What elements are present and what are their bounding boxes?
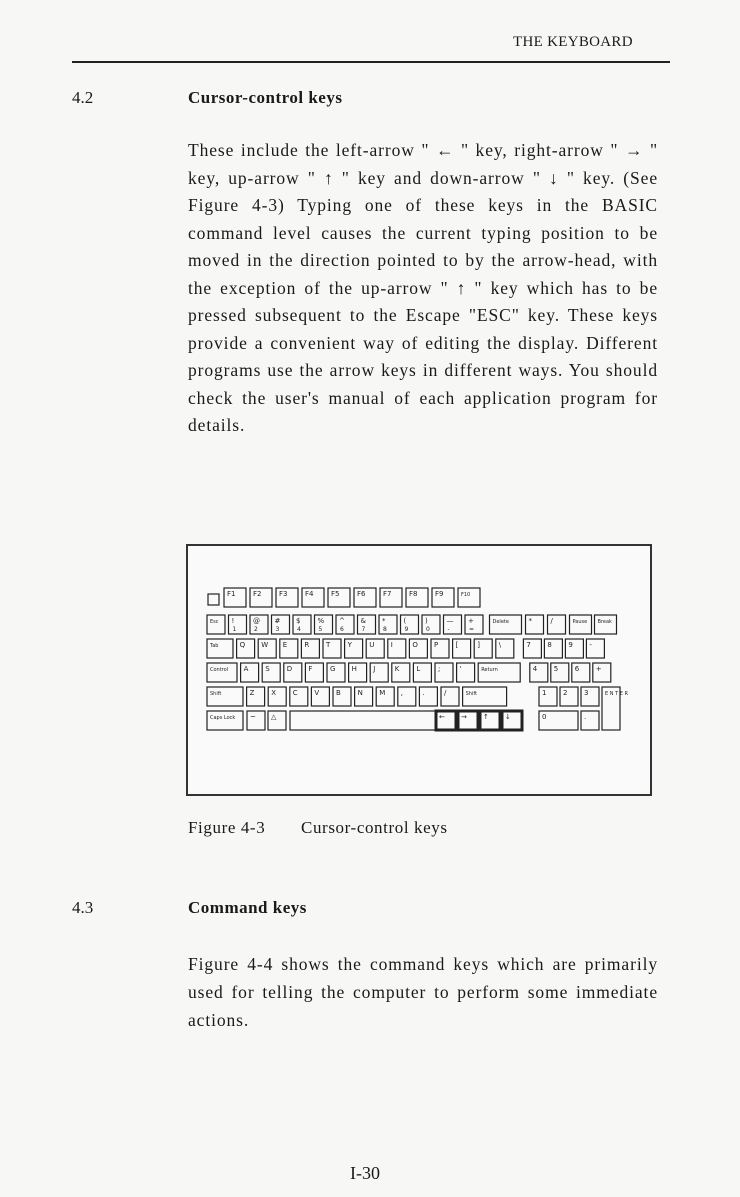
key-label: E	[282, 641, 288, 649]
key-label: '	[459, 665, 462, 673]
keyboard-key	[474, 639, 492, 658]
key-label: △	[271, 713, 277, 721]
keypad-key	[544, 639, 562, 658]
keyboard-diagram	[188, 546, 650, 794]
keyboard-key	[422, 615, 440, 634]
keypad-key	[523, 639, 541, 658]
key-label: →	[461, 713, 467, 721]
arrow-key-2	[480, 711, 500, 730]
key-label: F10	[461, 592, 471, 598]
keypad-key	[551, 663, 569, 682]
key-label: /	[550, 617, 553, 625]
section-number: 4.2	[72, 88, 94, 107]
function-key	[276, 588, 298, 607]
key-label: -	[447, 626, 450, 633]
keyboard-key	[457, 663, 475, 682]
key-label: 4	[297, 626, 301, 633]
key-label: 6	[340, 626, 344, 633]
key-label: I	[390, 641, 393, 649]
key-label: 3	[275, 626, 280, 633]
key-label: Z	[249, 689, 255, 697]
keyboard-key	[355, 687, 373, 706]
keyboard-key	[366, 639, 384, 658]
key-label: 7	[361, 626, 366, 633]
keyboard-key	[207, 615, 225, 634]
key-label: Delete	[492, 619, 509, 625]
keyboard-key	[250, 615, 268, 634]
key-label: .	[422, 689, 425, 697]
caps-lock-key	[207, 711, 243, 730]
key-label: C	[292, 689, 298, 697]
key-label: Break	[597, 619, 612, 625]
key-label: Caps Lock	[210, 715, 236, 721]
key-label: ;	[438, 665, 441, 673]
key-label: ,	[400, 689, 404, 697]
return-key	[478, 663, 520, 682]
keypad-key	[581, 711, 599, 730]
key-label: *	[382, 617, 386, 625]
keyboard-key	[315, 615, 333, 634]
key-label: B	[336, 689, 341, 697]
key-label: Esc	[210, 619, 219, 625]
keypad-key	[572, 663, 590, 682]
key-label: ↓	[505, 713, 511, 721]
key-label: *	[528, 617, 532, 625]
pause-key	[570, 615, 592, 634]
keypad-key	[539, 687, 557, 706]
key-label: 9	[404, 626, 409, 633]
key-label: )	[425, 617, 428, 625]
keyboard-key	[207, 663, 237, 682]
keyboard-key	[268, 711, 286, 730]
key-label: #	[274, 617, 281, 625]
keyboard-key	[409, 639, 427, 658]
enter-key	[602, 687, 628, 730]
key-label: —	[446, 617, 454, 625]
keyboard-key	[327, 663, 345, 682]
key-label: 1	[542, 689, 547, 697]
key-label: 2	[563, 689, 568, 697]
keyboard-key	[336, 615, 354, 634]
key-label: P	[434, 641, 439, 649]
key-label: A	[243, 665, 249, 673]
key-label: L	[416, 665, 421, 673]
keyboard-key	[376, 687, 394, 706]
keyboard-key	[349, 663, 367, 682]
key-label: 8	[383, 626, 387, 633]
keyboard-key	[241, 663, 259, 682]
key-label: [	[455, 641, 459, 649]
key-label: Control	[210, 667, 229, 673]
key-label: &	[360, 617, 366, 625]
keyboard-key	[441, 687, 459, 706]
key-label: =	[469, 626, 475, 633]
key-label: F	[308, 665, 313, 673]
keyboard-key	[262, 663, 280, 682]
arrow-key-1	[458, 711, 478, 730]
keypad-key	[548, 615, 566, 634]
key-label: Y	[347, 641, 352, 649]
keyboard-key	[323, 639, 341, 658]
function-key	[328, 588, 350, 607]
keyboard-key	[301, 639, 319, 658]
key-label: U	[369, 641, 375, 649]
key-label: $	[296, 617, 301, 625]
key-label: 6	[574, 665, 580, 673]
keyboard-key	[345, 639, 363, 658]
function-key	[406, 588, 428, 607]
key-label: V	[314, 689, 320, 697]
keypad-key	[586, 639, 604, 658]
space-bar	[290, 711, 446, 730]
keyboard-key	[333, 687, 351, 706]
key-label: E N T E R	[605, 691, 628, 697]
key-label: +	[468, 617, 474, 625]
key-label: R	[304, 641, 310, 649]
key-label: %	[317, 617, 325, 625]
keyboard-key	[229, 615, 247, 634]
figure-caption-text: Cursor-control keys	[301, 818, 448, 837]
keypad-key	[539, 711, 578, 730]
keypad-key	[593, 663, 611, 682]
page-number: I-30	[350, 1163, 380, 1183]
keyboard-key	[293, 615, 311, 634]
shift-key	[463, 687, 507, 706]
keyboard-key	[268, 687, 286, 706]
section-number: 4.3	[72, 898, 94, 917]
key-label: 9	[568, 641, 573, 649]
key-label: ]	[477, 641, 480, 649]
key-label: 1	[232, 626, 237, 633]
key-label: 5	[318, 626, 323, 633]
keypad-key	[565, 639, 583, 658]
keyboard-key	[401, 615, 419, 634]
keypad-key	[530, 663, 548, 682]
key-label: 5	[553, 665, 559, 673]
key-label: X	[271, 689, 276, 697]
key-label: Tab	[210, 643, 219, 649]
keyboard-key	[311, 687, 329, 706]
key-label: 0	[426, 626, 430, 633]
keyboard-key	[258, 639, 276, 658]
key-label: G	[330, 665, 336, 673]
keyboard-key	[247, 711, 265, 730]
section-title: Cursor-control keys	[188, 88, 343, 107]
key-label: K	[394, 665, 400, 673]
arrow-key-0	[436, 711, 456, 730]
function-key	[432, 588, 454, 607]
key-label: ~	[250, 713, 256, 721]
keyboard-key	[207, 639, 233, 658]
function-key	[458, 588, 480, 607]
key-label: W	[261, 641, 269, 649]
keyboard-key	[358, 615, 376, 634]
arrow-key-3	[502, 711, 522, 730]
key-label: .	[584, 713, 587, 721]
delete-key	[490, 615, 522, 634]
keyboard-key	[398, 687, 416, 706]
keypad-key	[560, 687, 578, 706]
keyboard-key	[370, 663, 388, 682]
function-key	[250, 588, 272, 607]
keyboard-key	[284, 663, 302, 682]
key-label: F2	[253, 590, 262, 598]
key-label: H	[351, 665, 357, 673]
key-label: (	[403, 617, 407, 625]
key-label: 4	[532, 665, 538, 673]
key-label: M	[379, 689, 386, 697]
section-title: Command keys	[188, 898, 307, 917]
keypad-key	[581, 687, 599, 706]
function-key	[354, 588, 376, 607]
function-key	[224, 588, 246, 607]
keyboard-key	[435, 663, 453, 682]
key-label: ←	[439, 713, 445, 721]
break-key	[595, 615, 617, 634]
keyboard-key	[444, 615, 462, 634]
running-header: THE KEYBOARD	[513, 34, 633, 50]
section-paragraph: These include the left-arrow " ← " key, right-arrow " → " key, up-arrow " ↑ " key and down-arrow " ↓ " key. (See Figure 4-3) Typing one of these keys in the BASIC command level causes the current typing position to be moved in the direction pointed to by the arrow-head, with the exception of the up-arrow " ↑ " key which has to be pressed subsequent to the Escape "ESC" key. These keys provide a convenient way of editing the display. Different programs use the arrow keys in different ways. You should check the user's manual of each application program for details.	[188, 140, 658, 435]
header-rule	[72, 61, 670, 63]
keyboard-key	[272, 615, 290, 634]
function-key	[380, 588, 402, 607]
key-label: F8	[409, 590, 418, 598]
figure-caption-number: Figure 4-3	[188, 818, 266, 837]
key-label: Return	[481, 667, 498, 673]
key-label: 3	[584, 689, 589, 697]
key-label: 8	[547, 641, 552, 649]
key-label: -	[589, 641, 592, 649]
keyboard-key	[388, 639, 406, 658]
keyboard-key	[379, 615, 397, 634]
key-label: S	[265, 665, 270, 673]
key-label: F1	[227, 590, 236, 598]
keyboard-key	[237, 639, 255, 658]
key-label: D	[286, 665, 293, 673]
key-label: T	[326, 641, 331, 649]
keypad-key	[526, 615, 544, 634]
section-paragraph: Figure 4-4 shows the command keys which are primarily used for telling the computer to perform some immediate actions.	[188, 954, 658, 1030]
keyboard-key	[247, 687, 265, 706]
key-label: F9	[435, 590, 444, 598]
keyboard-key	[392, 663, 410, 682]
keyboard-key	[280, 639, 298, 658]
key-label: O	[412, 641, 418, 649]
key-label: F3	[279, 590, 288, 598]
key-label: 2	[254, 626, 258, 633]
keyboard-key	[305, 663, 323, 682]
shift-key	[207, 687, 243, 706]
function-key	[302, 588, 324, 607]
keyboard-key	[413, 663, 431, 682]
key-label: J	[373, 665, 376, 673]
keyboard-key	[419, 687, 437, 706]
key-label: \	[498, 641, 502, 649]
key-label: /	[444, 689, 447, 697]
key-label: F5	[331, 590, 340, 598]
keyboard-key	[453, 639, 471, 658]
key-label: F6	[357, 590, 366, 598]
keyboard-key	[496, 639, 514, 658]
keyboard-figure	[186, 544, 652, 796]
key-label: @	[253, 617, 260, 625]
key-label: F7	[383, 590, 392, 598]
key-label: +	[595, 665, 602, 673]
key-label: 7	[526, 641, 531, 649]
key-label: !	[231, 617, 235, 625]
key-label: Shift	[210, 691, 222, 697]
key-label: Shift	[465, 691, 477, 697]
key-label: Pause	[572, 619, 588, 625]
key-label: 0	[542, 713, 547, 721]
keyboard-key	[465, 615, 483, 634]
key-label: ↑	[483, 713, 489, 721]
key-label: Q	[239, 641, 246, 649]
key-label: N	[357, 689, 363, 697]
key-label: ^	[339, 617, 345, 625]
keyboard-key	[290, 687, 308, 706]
key-label: F4	[305, 590, 314, 598]
power-key-icon	[208, 594, 219, 605]
keyboard-key	[431, 639, 449, 658]
figure-caption	[188, 818, 448, 838]
